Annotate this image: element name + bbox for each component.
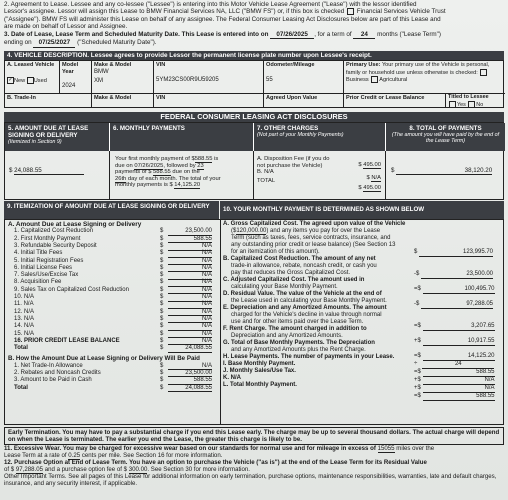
itemization-line-row: [8, 338, 216, 345]
itemization-line-dollar: $: [160, 330, 164, 337]
itemization-line-label: 6. Initial License Fees: [14, 264, 73, 271]
other-charges-body: [257, 156, 381, 191]
itemization-line-row: [8, 287, 216, 294]
lease-payments-label: H. Lease Payments. The number of payments in your Lease.: [223, 354, 395, 360]
amount-due-header: [5, 123, 109, 151]
total-payments-value: 38,120.20: [396, 167, 492, 175]
vehicle-description-header: 4. VEHICLE DESCRIPTION. Lessee agrees to provide Lessor the permanent license plate number upon Lessee's receipt.: [4, 51, 504, 60]
model-year-label: Model Year: [62, 62, 79, 75]
itemization-line-row: [8, 250, 216, 257]
residual-line2: the Lease used in calculating your Base Monthly Payment.: [231, 298, 387, 304]
disclosure-table: [4, 122, 504, 200]
mp-first-amount: 588.55: [194, 156, 213, 162]
footer-terms: [4, 445, 504, 487]
fcla-header: FEDERAL CONSUMER LEASING ACT DISCLOSURES: [4, 112, 504, 122]
total-monthly-label: L. Total Monthly Payment.: [223, 382, 297, 388]
trade-make-cell: [92, 94, 154, 107]
excessive-wear-text: 11. Excessive Wear. You may be charged for excessive wear based on our standards for normal use and for mileage in excess of: [4, 445, 376, 452]
itemization-line-dollar: $: [160, 257, 164, 264]
base-monthly-value: 588.55: [423, 369, 495, 377]
purchase-residual: 97,288.05: [15, 466, 43, 473]
lease-term-section: [4, 31, 504, 48]
disposition-fee-value: 495.00: [363, 162, 381, 168]
itemization-line-dollar: $: [160, 315, 164, 322]
mile-rate: 0.25: [68, 452, 81, 459]
gross-cap-paren: ($: [231, 228, 237, 234]
titled-no-checkbox[interactable]: [468, 101, 475, 107]
itemization-line-row: [8, 243, 216, 250]
mp-count: 23: [197, 162, 204, 169]
agreed-value-cell: [264, 94, 344, 107]
new-checkbox[interactable]: ✓: [8, 76, 13, 83]
how-paid-total-label: Total: [14, 384, 28, 391]
odometer-label: Odometer/Mileage: [266, 62, 315, 68]
itemization-line-value: N/A: [168, 309, 212, 317]
itemization-line-label: 13. N/A: [14, 315, 35, 322]
purchase-fee-text: and a purchase option fee of $: [44, 466, 128, 473]
used-label: Used: [33, 77, 47, 84]
titled-label: Titled to Lessee: [448, 94, 489, 100]
vin-value: 5YM23CS00R9U59205: [156, 76, 219, 83]
itemization-line-value: N/A: [168, 338, 212, 346]
itemization-line-value: 588.55: [168, 236, 212, 244]
itemization-line-dollar: $: [160, 286, 164, 293]
lease-payments-value: 24: [422, 361, 494, 369]
model-year-cell: [60, 61, 92, 94]
gross-cap-line4: any outstanding prior credit or lease balance) (See Section 13: [231, 242, 396, 248]
how-paid-line-row: [8, 370, 216, 377]
lease-term-months: 24: [353, 31, 375, 39]
how-paid-total-value: 24,088.55: [168, 385, 212, 393]
monthly-payments-header: 6. MONTHLY PAYMENTS: [109, 123, 253, 151]
base-monthly-label: I. Base Monthly Payment.: [223, 361, 296, 367]
monthly-tax-label: J. Monthly Sales/Use Tax.: [223, 368, 296, 374]
maturity-label: ("Scheduled Maturity Date").: [77, 39, 157, 47]
itemization-line-value: 23,500.00: [168, 228, 212, 236]
other-charges-header: [253, 123, 385, 151]
itemization-line-label: 4. Initial Title Fees: [14, 250, 63, 257]
itemization-total-row: [8, 345, 216, 352]
itemization-line-label: 3. Refundable Security Deposit: [14, 243, 97, 249]
itemization-line-label: 15. N/A: [14, 330, 35, 337]
amount-due-value-row: $ 24,088.55: [9, 167, 84, 175]
itemization-line-value: N/A: [168, 243, 212, 251]
itemization-line-value: N/A: [168, 316, 212, 324]
monthly-payments-text: [115, 156, 251, 189]
how-paid-title: B. How the Amount Due at Lease Signing or Delivery Will Be Paid: [8, 355, 200, 363]
itemization-line-row: [8, 279, 216, 286]
itemization-total-dollar: $: [160, 345, 164, 352]
rent-charge-value: 10,917.55: [423, 338, 495, 346]
monthly-tax-value: N/A: [423, 377, 495, 385]
maturity-date: 07/25/2027: [33, 39, 75, 47]
model-value: XM: [94, 78, 103, 84]
depreciation-line3: use and for other items paid over the Lease Term.: [231, 319, 364, 325]
how-paid-line-value: 588.55: [168, 377, 212, 385]
determination-values: $ 123,995.70 -$ 23,500.00 =$ 100,495.70 -$ 97,288.05 =$ 3,207.65 +$ 10,917.55 =$ 14,125.20 ÷ 24 =$ 588.55 +$ N/A +$ N/A =$ 588.55: [414, 249, 495, 399]
itemization-line-label: 2. First Monthly Payment: [14, 235, 81, 242]
how-paid-line-value: N/A: [168, 363, 212, 371]
leased-vehicle-cell: [5, 61, 60, 94]
adjusted-cap-line2: calculating your Base Monthly Payment.: [231, 284, 338, 290]
primary-use-text: Your primary use of the Vehicle is personal, family or household use unless otherwise is checked:: [346, 62, 490, 76]
gross-cap-line5: for an itemization of this amount).: [231, 249, 320, 255]
gross-cap-label: A. Gross Capitalized Cost. The agreed upon value of the Vehicle: [223, 221, 406, 227]
itemization-line-value: N/A: [168, 279, 212, 287]
itemization-line-dollar: $: [160, 294, 164, 301]
itemization-line-label: 11. N/A: [14, 301, 34, 308]
how-paid-line-label: 1. Net Trade-In Allowance: [14, 362, 83, 369]
titled-yes-checkbox[interactable]: [449, 101, 456, 107]
cap-cost-reduction-label: B. Capitalized Cost Reduction. The amount of any net: [223, 256, 376, 262]
term-text: , for a term of: [314, 31, 352, 38]
k-label: K. N/A: [223, 375, 241, 381]
model-year-value: 2024: [62, 83, 76, 89]
itemization-line-label: 7. Sales/Use/Excise Tax: [14, 272, 79, 279]
amount-due-value: 24,088.55: [14, 167, 84, 175]
total-payments-header: [385, 123, 505, 151]
make-model-label: Make & Model: [94, 62, 132, 68]
how-paid-line-label: 2. Rebates and Noncash Credits: [14, 369, 101, 376]
make-value: BMW: [94, 68, 109, 75]
residual-value: 97,288.05: [421, 301, 493, 309]
itemization-line-dollar: $: [160, 323, 164, 330]
itemization-line-label: 14. N/A: [14, 323, 35, 330]
make-model-cell: [92, 61, 154, 94]
depreciation-label: E. Depreciation and any Amortized Amounts. The amount: [223, 305, 387, 311]
gross-cap-vehicle-value: 120,000.00: [236, 228, 267, 234]
itemization-line-dollar: $: [160, 337, 164, 344]
trade-vin-label: VIN: [156, 95, 166, 101]
titled-yes-label: Yes: [457, 101, 466, 107]
how-paid-line-dollar: $: [160, 369, 164, 376]
total-base-value: 14,125.20: [423, 353, 495, 361]
amount-due-sub: (Itemized in Section 9): [8, 139, 62, 145]
agreement-section: [4, 1, 504, 31]
ending-label: ending on: [4, 39, 32, 47]
gross-cap-line2: ) and any items you pay for over the Lease: [266, 228, 381, 234]
itemization-line-row: [8, 316, 216, 323]
itemization-total-value: 24,088.55: [168, 345, 212, 353]
monthly-payment-determination-header: 10. YOUR MONTHLY PAYMENT IS DETERMINED AS SHOWN BELOW: [220, 201, 504, 219]
business-label: Business: [346, 77, 369, 84]
term-suffix: months ("Lease Term"): [377, 31, 441, 38]
itemization-line-dollar: $: [160, 301, 164, 308]
total-payments-sub: (The amount you will have paid by the end of the Lease Term): [391, 132, 500, 144]
how-paid-line-label: 3. Amount to be Paid in Cash: [14, 377, 92, 384]
disposition-fee-row: $ 495.00: [358, 162, 381, 168]
other-charges-total-value: 495.00: [363, 185, 381, 191]
mp-day: 26th: [115, 175, 127, 182]
lease-date: 07/26/2025: [270, 31, 314, 39]
mp-line4: day of each month. The total of your: [127, 175, 221, 182]
prior-credit-cell: [344, 94, 446, 107]
itemization-list: [8, 221, 216, 392]
itemization-line-row: [8, 272, 216, 279]
other-charges-sub: (Not part of your Monthly Payments): [257, 132, 344, 138]
how-paid-line-value: 23,500.00: [168, 370, 212, 378]
itemization-line-label: 9. Sales Tax on Capitalized Cost Reduction: [14, 286, 129, 293]
total-monthly-value: 588.55: [423, 393, 495, 401]
total-base-line2: and any Amortized Amounts plus the Rent Charge.: [231, 347, 366, 353]
itemization-line-value: N/A: [168, 294, 212, 302]
total-payments-title: 8. TOTAL OF PAYMENTS: [409, 125, 482, 132]
mp-due-date: 07/26/2025: [134, 162, 164, 169]
itemization-line-dollar: $: [160, 235, 164, 242]
prior-credit-label: Prior Credit or Lease Balance: [346, 95, 425, 101]
itemization-line-dollar: $: [160, 264, 164, 271]
adjusted-cap-value: 100,495.70: [423, 286, 495, 294]
itemization-header: 9. ITEMIZATION OF AMOUNT DUE AT LEASE SIGNING OR DELIVERY: [4, 201, 219, 219]
titled-no-label: No: [476, 101, 484, 107]
early-termination-box: Early Termination. You may have to pay a substantial charge if you end this Lease early. The charge may be up to several thousand dollars. The actual charge will depend on when the Lease is terminated. The earlier you end the Lease, the greater this charge is likely to be.: [4, 427, 504, 445]
amount-due-title: 5. AMOUNT DUE AT LEASE SIGNING OR DELIVERY: [8, 125, 89, 139]
total-payments-row: $ 38,120.20: [391, 167, 493, 174]
how-paid-line-row: [8, 363, 216, 370]
agricultural-label: Agricultural: [379, 77, 408, 84]
itemization-line-label: 16. PRIOR CREDIT LEASE BALANCE: [14, 337, 120, 344]
itemization-line-value: N/A: [168, 287, 212, 295]
other-charges-total-row: $ 495.00: [358, 185, 381, 191]
rent-charge-line2: Depreciation and any Amortized Amounts.: [231, 333, 343, 339]
total-base-label: G. Total of Base Monthly Payments. The Depreciation: [223, 340, 375, 346]
itemization-line-row: [8, 258, 216, 265]
mp-due-on-the: due on the: [172, 169, 200, 176]
how-paid-total-row: [8, 385, 216, 392]
itemization-line-value: N/A: [168, 323, 212, 331]
vin-cell: [154, 61, 264, 94]
agreement-line-2: Lessor's assignee. Lessor will assign this Lease to BMW Financial Services NA, LLC ("BMW FS") or, if this box is checked Financial Services Vehicle Trust: [4, 8, 446, 16]
itemization-line-dollar: $: [160, 250, 164, 257]
new-label: New: [14, 77, 26, 84]
itemization-line-row: [8, 309, 216, 316]
itemization-line-dollar: $: [160, 272, 164, 279]
titled-cell: [446, 94, 505, 107]
itemization-line-dollar: $: [160, 308, 164, 315]
itemization-line-label: 12. N/A: [14, 308, 35, 315]
itemization-line-value: N/A: [168, 265, 212, 273]
purchase-option-text: 12. Purchase Option at End of Lease Term. You have an option to purchase the Vehicle ("as is") at the end of the Lease Term for its Residual Value: [4, 459, 427, 466]
cap-cost-reduction-value: 23,500.00: [421, 271, 493, 279]
agreement-line-3: ("Assignee"). BMW FS will administer this Lease on behalf of any assignee. The Federal Consumer Leasing Act Disclosures below are part of this Lease and: [4, 15, 441, 23]
itemization-line-label: 10. N/A: [14, 294, 35, 301]
mp-total: 14,125.20: [174, 182, 201, 189]
itemization-line-row: [8, 301, 216, 308]
disposition-fee-label: A. Disposition Fee (if you do not purchase the Vehicle): [257, 156, 330, 169]
mp-line1: Your first monthly payment of $: [115, 156, 195, 162]
itemization-line-row: [8, 323, 216, 330]
other-charges-title: 7. OTHER CHARGES: [257, 125, 319, 132]
itemization-line-row: [8, 236, 216, 243]
itemization-line-dollar: $: [160, 228, 164, 235]
cap-cost-reduction-line2: trade-in allowance, rebate, noncash credit, or cash you: [231, 263, 377, 269]
agricultural-checkbox[interactable]: [371, 76, 378, 83]
amount-due-signing-title: A. Amount Due at Lease Signing or Delivery: [8, 221, 142, 228]
itemization-line-label: 5. Initial Registration Fees: [14, 257, 84, 264]
purchase-fee-suffix: . See Section 30 for more information.: [147, 466, 251, 473]
business-checkbox[interactable]: [480, 69, 487, 76]
itemization-line-value: N/A: [168, 250, 212, 258]
itemization-line-row: [8, 265, 216, 272]
itemization-line-label: 8. Acquisition Fee: [14, 279, 62, 286]
itemization-total-label: Total: [14, 345, 28, 352]
k-value: N/A: [423, 385, 495, 393]
excess-miles: 15055: [377, 445, 395, 452]
other-terms-text: Other Important Terms. See all pages of this Lease for additional information on early termination, purchase options, maintenance responsibilities, warranties, late and default charges, insurance, and any security interest, if applicable.: [4, 473, 497, 487]
mp-followed-by: , followed by: [163, 162, 196, 169]
trade-make-label: Make & Model: [94, 95, 132, 101]
other-charges-total-label: TOTAL: [257, 177, 276, 184]
agreed-value-label: Agreed Upon Value: [266, 95, 318, 101]
mp-payments-of: payments of $: [115, 169, 152, 176]
cap-cost-reduction-line3: pay that reduces the Gross Capitalized Cost.: [231, 270, 351, 276]
how-paid-line-row: [8, 377, 216, 384]
lease-term-text: 3. Date of Lease, Lease Term and Scheduled Maturity Date. This Lease is entered into on: [4, 31, 269, 38]
trade-in-label: B. Trade-In: [7, 95, 36, 101]
itemization-line-value: N/A: [168, 331, 212, 339]
itemization-line-dollar: $: [160, 243, 164, 249]
itemization-line-dollar: $: [160, 279, 164, 286]
residual-prefix: of $: [4, 466, 15, 473]
rate-suffix: cents per mile. See Section 16 for more information.: [81, 452, 223, 459]
depreciation-value: 3,207.65: [423, 323, 495, 331]
leased-vehicle-label: A. Leased Vehicle: [7, 62, 55, 68]
agreement-line-1: 2. Agreement to Lease. Lessee and any co-lessee ("Lessee") is entering into this Motor Vehicle Lease Agreement ("Lease") with the lessor identified: [4, 1, 417, 8]
how-paid-line-dollar: $: [160, 362, 164, 369]
itemization-line-value: N/A: [168, 272, 212, 280]
itemization-line-label: 1. Capitalized Cost Reduction: [14, 228, 94, 235]
gross-cap-value: 123,995.70: [419, 249, 493, 257]
mp-line5: monthly payments is $: [115, 182, 173, 189]
how-paid-total-dollar: $: [160, 384, 164, 391]
residual-label: D. Residual Value. The value of the Vehicle at the end of: [223, 291, 382, 297]
used-checkbox[interactable]: [27, 77, 34, 84]
mp-is: is: [214, 156, 219, 162]
trade-vin-cell: [154, 94, 264, 107]
vehicle-table: [4, 60, 504, 108]
rate-text: Lease Term at a rate of: [4, 452, 67, 459]
how-paid-line-dollar: $: [160, 377, 164, 384]
depreciation-line2: charged for the Vehicle's decline in value through normal: [231, 312, 382, 318]
trade-in-cell: [5, 94, 92, 107]
itemization-line-row: [8, 294, 216, 301]
odometer-cell: [264, 61, 344, 94]
other-charge-b-row: $ N/A: [366, 175, 381, 181]
excess-miles-suffix: miles over the: [396, 445, 435, 452]
gross-cap-line3: Term (such as taxes, fees, service contracts, insurance, and: [231, 235, 391, 241]
agreement-line-4: are made on behalf of Lessor and Assignee.: [4, 23, 128, 31]
itemization-line-value: N/A: [168, 258, 212, 266]
rent-charge-label: F. Rent Charge. The amount charged in addition to: [223, 326, 367, 332]
determination-text: [223, 221, 413, 389]
mp-due-on: due on: [115, 162, 133, 169]
trust-checkbox[interactable]: [347, 8, 354, 15]
itemization-line-row: [8, 331, 216, 338]
odometer-value: 55: [266, 76, 273, 83]
other-charge-b-label: B. N/A: [257, 169, 274, 176]
primary-use-label: Primary Use:: [346, 62, 381, 68]
other-charge-b-value: N/A: [371, 175, 381, 181]
primary-use-cell: [344, 61, 505, 94]
itemization-line-row: [8, 228, 216, 235]
itemization-line-value: N/A: [168, 301, 212, 309]
mp-amount: 588.55: [153, 169, 171, 176]
vin-label: VIN: [156, 62, 166, 68]
adjusted-cap-label: C. Adjusted Capitalized Cost. The amount used in: [223, 277, 365, 283]
purchase-fee: 300.00: [128, 466, 148, 473]
